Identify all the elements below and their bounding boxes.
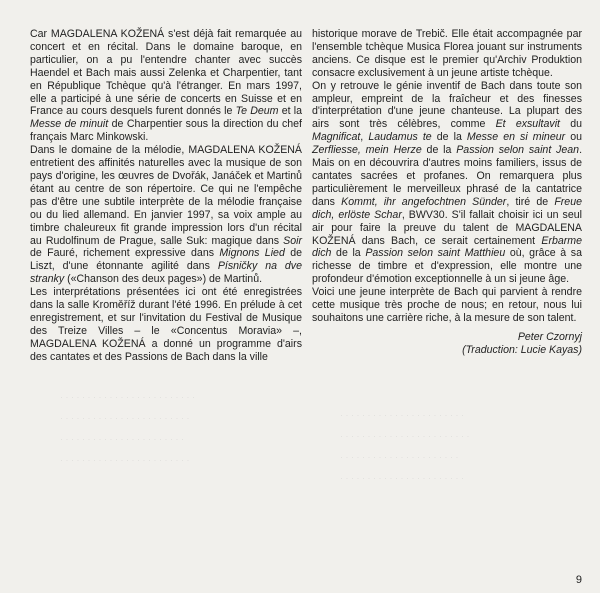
- text-run: de Liszt, d'une étonnante agilité dans: [30, 247, 302, 273]
- work-title: Erbarme dich: [312, 234, 582, 260]
- text-run: de la: [421, 144, 457, 157]
- text-run: , BWV30. S'il fallait choisir ici un seul air pour faire la preuve du talent de MAGDALENA KOŽENÁ dans Bach, ce serait certainement: [312, 208, 582, 247]
- paragraph: [30, 144, 302, 286]
- work-title: Te Deum: [235, 105, 279, 118]
- text-run: Dans le domaine de la mélodie, MAGDALENA KOŽENÁ entretient des affinités naturelles avec la musique de son pays d'origine, les œuvres de Dvořák, Janáček et Martinů étant au centre de son répertoire. Ce qui ne l'empêche pas d'être une subtile interprète de la mélodie française ou du lied allemand. En janvier 1997, sa voix ample au timbre chaleureux fit grande impression lors d'un récital au Rudolfinum de Prague, salle Suk: magique dans: [30, 144, 302, 247]
- text-run: historique morave de Trebič. Elle était accompagnée par l'ensemble tchèque Musica Florea jouant sur instruments anciens. Ce disque est le premier qu'Archiv Produktion consacre exclusivement à un jeune artiste tchèque.: [312, 28, 582, 79]
- work-title: Kommt, ihr angefochtnen Sünder: [341, 195, 507, 208]
- paragraph: [312, 28, 582, 80]
- work-title: Písničky na dve stranky: [30, 260, 303, 286]
- text-run: Car MAGDALENA KOŽENÁ s'est déjà fait remarquée au concert et en récital. Dans le domaine baroque, en particulier, on a pu l'entendre chanter avec succès Haendel et Bach mais aussi Zelenka et Charpentier, tant en République Tchèque qu'à l'étranger. En mars 1997, elle a participé à une série de concerts en Suisse et en France au cours desquels furent donnés le: [30, 28, 302, 118]
- paragraph: [30, 286, 302, 363]
- page-number: 9: [575, 574, 582, 586]
- text-run: ,: [360, 131, 369, 144]
- text-run: , tiré de: [506, 195, 555, 208]
- right-column: [312, 28, 582, 357]
- text-run: Les interprétations présentées ici ont été enregistrées dans la salle Kroměříž durant l'été 1996. En prélude à cet enregistrement, et sur l'invitation du Festival de Musique des Treize Villes – le «Concentus Moravia» –, MAGDALENA KOŽENÁ a donné un programme d'airs des cantates et des Passions de Bach dans la ville: [30, 286, 302, 363]
- work-title: Soir: [283, 234, 302, 247]
- work-title: Messe en si mineur: [466, 131, 566, 144]
- text-run: de Charpentier sous la direction du chef français Marc Minkowski.: [30, 118, 302, 144]
- author-signature: Peter Czornyj: [517, 330, 582, 343]
- work-title: Mignons Lied: [219, 247, 285, 260]
- text-run: du: [560, 118, 583, 131]
- paragraph: [30, 28, 302, 144]
- work-title: Et exsultavit: [495, 118, 560, 131]
- paragraph: [312, 80, 582, 287]
- show-through: · · · · · · · · · · · · · · · · · · · · · · · · · · · · · · · · · · · · · · · · · · · · · · · · · · · · · · · · · · · · · · · · · · · · · · · · · · · · · · · · · · · · · · · · · · · · · · · ·: [60, 392, 195, 465]
- work-title: Zerfliesse, mein Herze: [312, 144, 422, 157]
- work-title: Magnificat: [312, 131, 361, 144]
- text-run: de la: [331, 247, 366, 260]
- work-title: Passion selon saint Matthieu: [365, 247, 506, 260]
- text-run: Voici une jeune interprète de Bach qui parvient à rendre cette musique très proche de nous; en retour, nous lui souhaitons une carrière riche, à la mesure de son talent.: [312, 286, 582, 324]
- text-run: de la: [431, 131, 467, 144]
- text-run: . Mais on en découvrira d'autres moins familiers, issus de cantates sacrées et profanes. On remarquera plus particulièrement le merveilleux phrasé de la cantatrice dans: [312, 144, 583, 208]
- text-run: ou: [565, 131, 582, 144]
- left-column: [30, 28, 302, 364]
- right-column-body: [312, 28, 582, 325]
- show-through-right: · · · · · · · · · · · · · · · · · · · · · · · · · · · · · · · · · · · · · · · · · · · · · · · · · · · · · · · · · · · · · · · · · · · · · · · · · · · · · · · · · · · · · · · · · · · ·: [340, 410, 470, 483]
- work-title: Messe de minuit: [30, 118, 109, 131]
- paragraph: [312, 286, 582, 325]
- text-run: et la: [278, 105, 303, 118]
- work-title: Laudamus te: [368, 131, 432, 144]
- translator-credit: (Traduction: Lucie Kayas): [462, 343, 582, 356]
- text-run: («Chanson des deux pages») de Martinů.: [64, 273, 263, 286]
- text-run: de Fauré, richement expressive dans: [30, 247, 220, 260]
- text-run: On y retrouve le génie inventif de Bach dans toute son ampleur, empreint de la fraîcheur et des finesses d'interprétation d'une jeune chanteuse. La plupart des airs sont très célèbres, comme: [312, 79, 582, 131]
- work-title: Passion selon saint Jean: [456, 144, 580, 157]
- work-title: Freue dich, erlöste Schar: [312, 195, 582, 221]
- text-run: où, grâce à sa richesse de timbre et d'expression, elle montre une profondeur d'émotion exceptionnelle à un si jeune âge.: [312, 247, 582, 286]
